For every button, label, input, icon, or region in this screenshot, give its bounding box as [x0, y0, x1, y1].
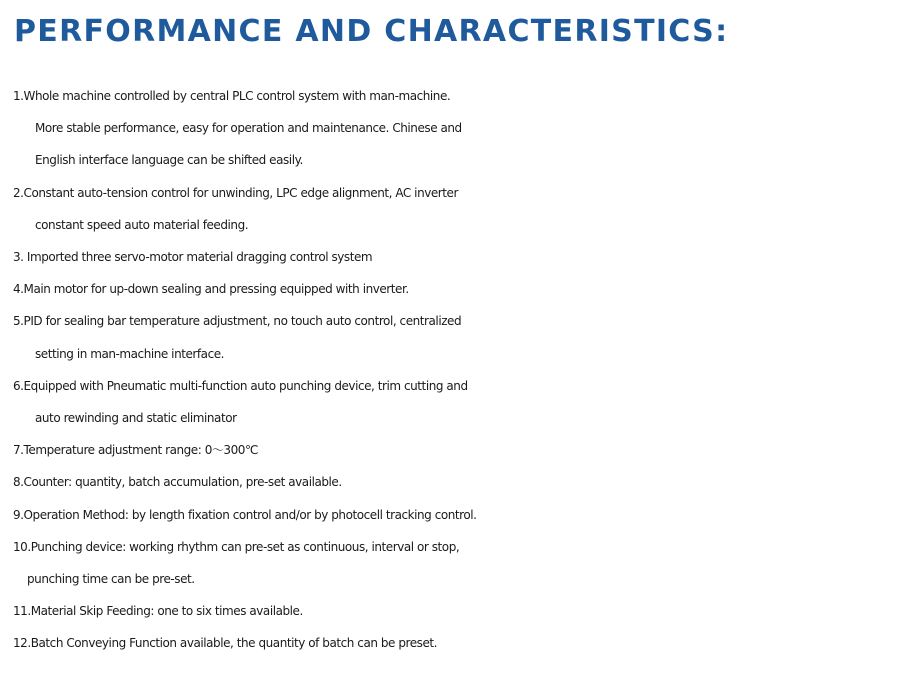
page-heading: PERFORMANCE AND CHARACTERISTICS:: [14, 14, 729, 49]
item-line: English interface language can be shifted easily.: [35, 153, 303, 168]
item-line: 10.Punching device: working rhythm can pre-set as continuous, interval or stop,: [13, 539, 460, 554]
item-line: 6.Equipped with Pneumatic multi-function auto punching device, trim cutting and: [13, 378, 468, 393]
item-line: 8.Counter: quantity, batch accumulation, pre-set available.: [13, 475, 342, 490]
item-line: 12.Batch Conveying Function available, the quantity of batch can be preset.: [13, 636, 438, 651]
item-line: More stable performance, easy for operation and maintenance. Chinese and: [35, 121, 462, 136]
item-line: 9.Operation Method: by length fixation control and/or by photocell tracking control.: [13, 507, 477, 522]
item-line: 7.Temperature adjustment range: 0～300℃: [13, 443, 259, 458]
list-item: [13, 370, 897, 434]
item-line: 2.Constant auto-tension control for unwinding, LPC edge alignment, AC inverter: [13, 185, 458, 200]
list-item: [13, 80, 897, 177]
list-item: [13, 531, 897, 595]
item-line: constant speed auto material feeding.: [35, 217, 249, 232]
characteristics-list: [13, 80, 897, 660]
list-item: [13, 241, 897, 273]
list-item: [13, 434, 897, 466]
list-item: [13, 595, 897, 627]
list-item: [13, 273, 897, 305]
list-item: [13, 177, 897, 241]
item-line: 5.PID for sealing bar temperature adjustment, no touch auto control, centralized: [13, 314, 462, 329]
item-line: 4.Main motor for up-down sealing and pressing equipped with inverter.: [13, 282, 409, 297]
list-item: [13, 627, 897, 659]
item-line: 3. Imported three servo-motor material dragging control system: [13, 250, 373, 265]
item-line: 11.Material Skip Feeding: one to six times available.: [13, 604, 303, 619]
item-line: auto rewinding and static eliminator: [35, 411, 237, 426]
list-item: [13, 499, 897, 531]
list-item: [13, 466, 897, 498]
item-line: setting in man-machine interface.: [35, 346, 225, 361]
list-item: [13, 305, 897, 369]
item-line: 1.Whole machine controlled by central PLC control system with man-machine.: [13, 89, 451, 103]
item-line: punching time can be pre-set.: [27, 572, 195, 587]
